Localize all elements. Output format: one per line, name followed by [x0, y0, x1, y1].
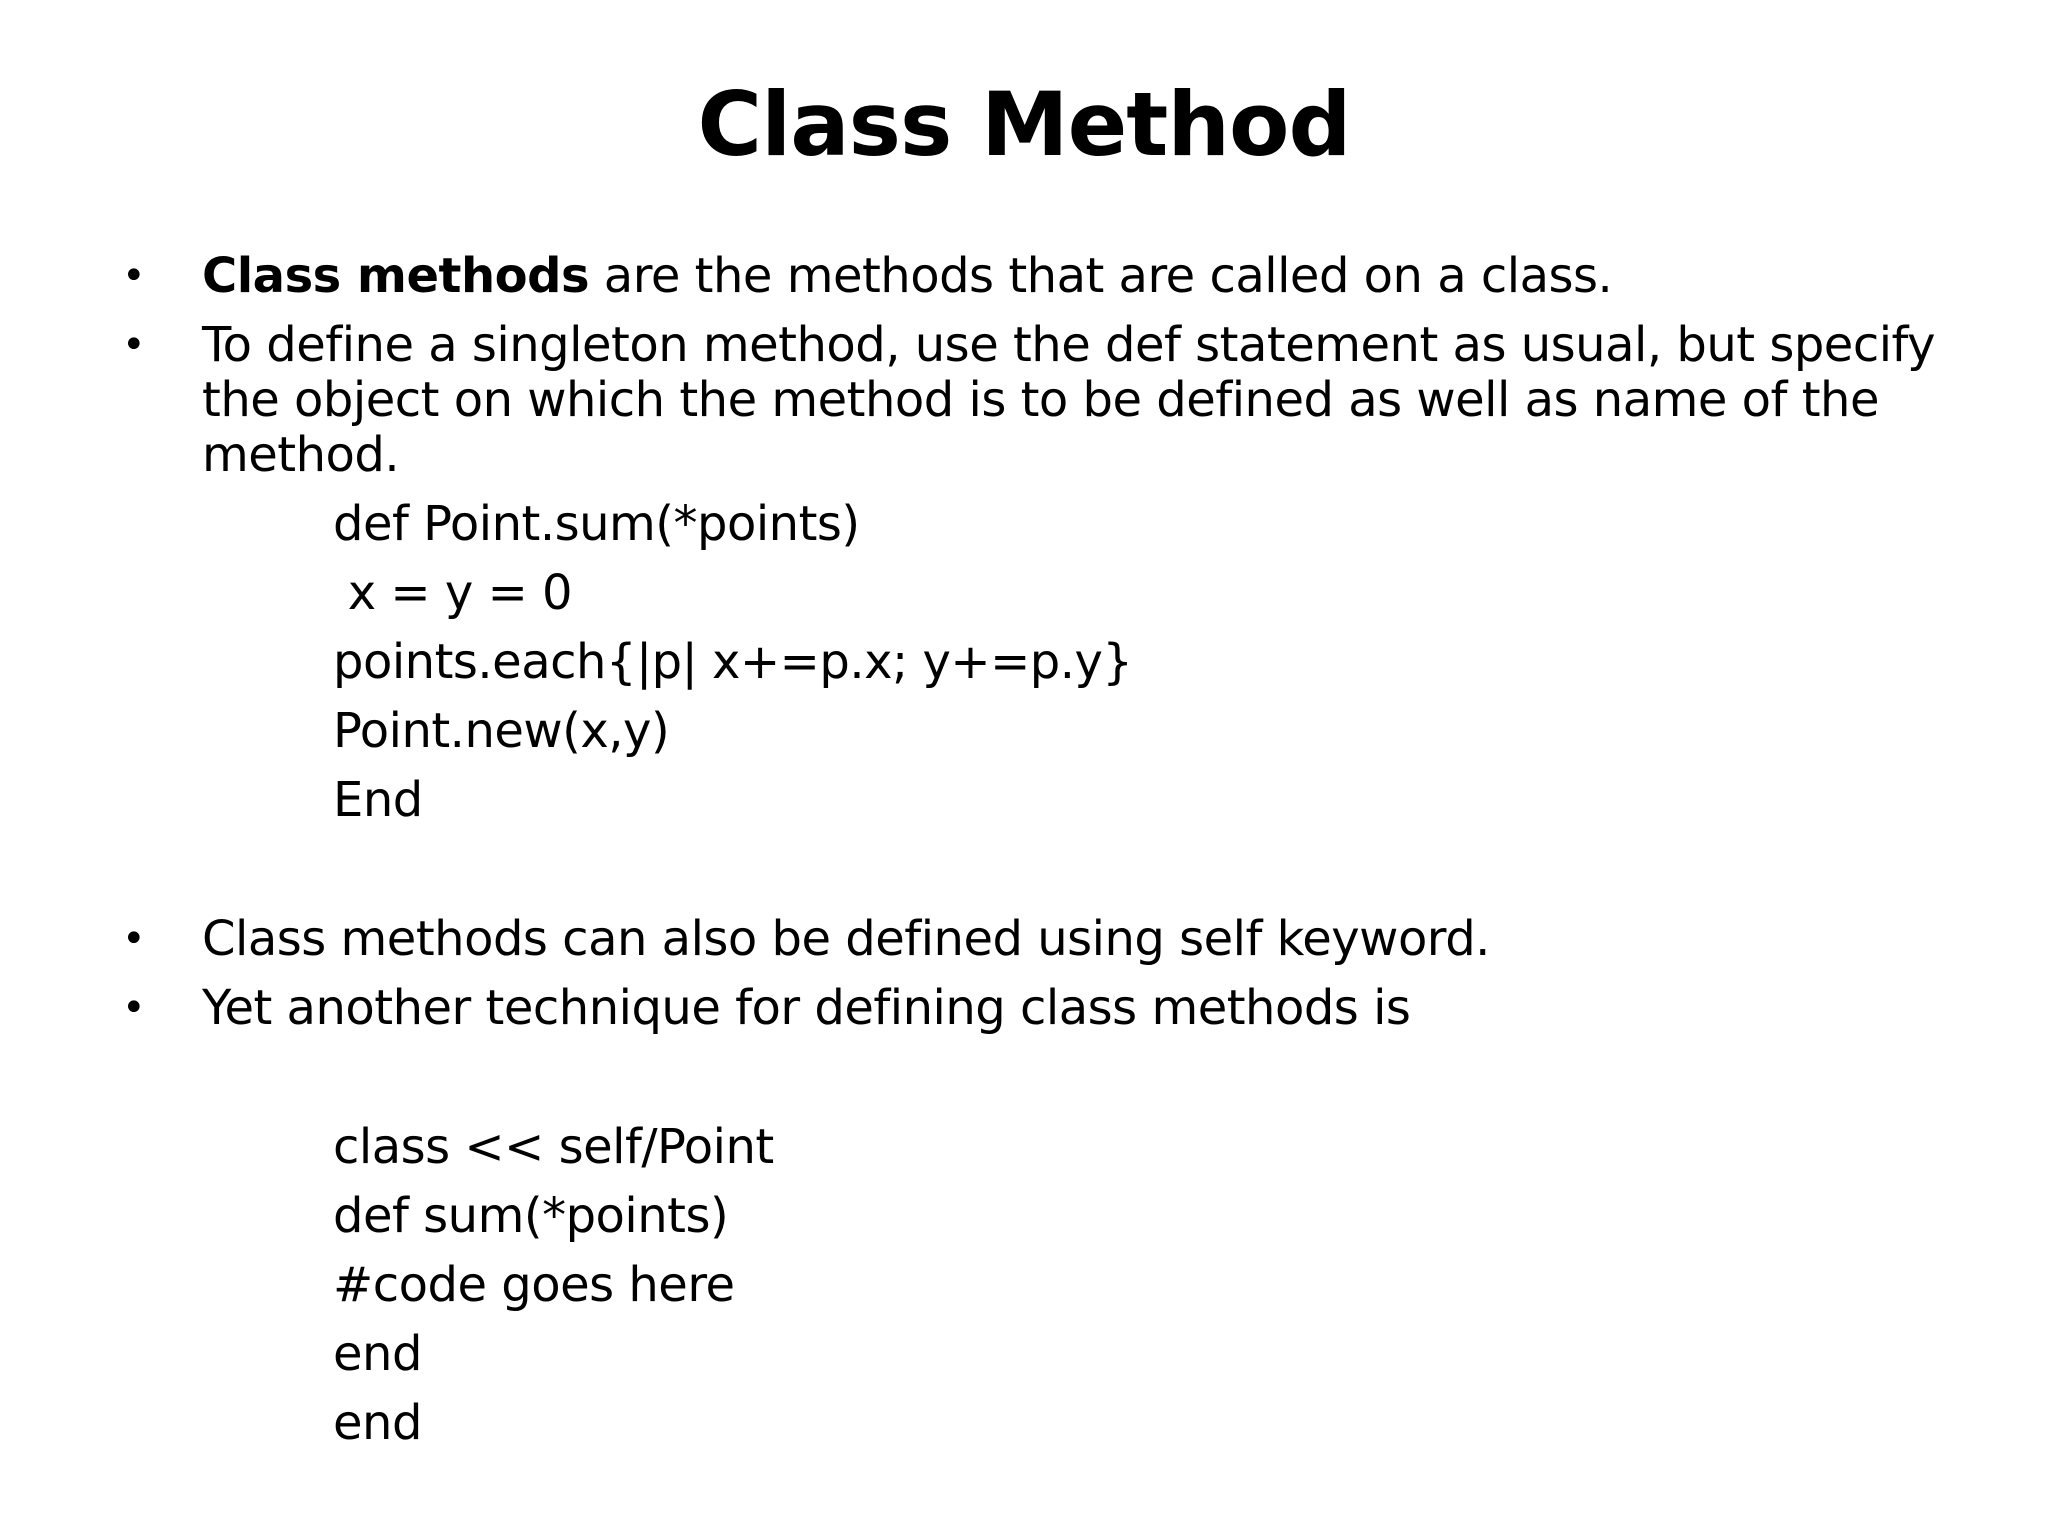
- code-line: Point.new(x,y): [333, 703, 670, 759]
- code-line: class << self/Point: [333, 1119, 774, 1175]
- code-line: points.each{|p| x+=p.x; y+=p.y}: [333, 634, 1133, 690]
- bullet-bold-term: Class methods: [202, 248, 590, 304]
- bullet-dot: •: [122, 985, 146, 1031]
- code-line: End: [333, 772, 423, 828]
- bullet-text: [202, 249, 1952, 304]
- slide-title: Class Method: [697, 73, 1351, 176]
- code-line: end: [333, 1326, 422, 1382]
- bullet-text: To define a singleton method, use the def statement as usual, but specify the object on which the method is to be defined as well as name of the method.: [202, 317, 1936, 483]
- bullet-dot: •: [122, 253, 146, 299]
- code-line: def Point.sum(*points): [333, 496, 860, 552]
- bullet-body: are the methods that are called on a class.: [589, 248, 1613, 304]
- bullet-text: Class methods can also be defined using self keyword.: [202, 911, 1490, 967]
- code-line: x = y = 0: [333, 565, 573, 621]
- bullet-dot: •: [122, 322, 146, 368]
- code-line: end: [333, 1395, 422, 1451]
- bullet-text: Yet another technique for defining class methods is: [202, 980, 1411, 1036]
- code-line: #code goes here: [333, 1257, 735, 1313]
- bullet-dot: •: [122, 916, 146, 962]
- code-line: def sum(*points): [333, 1188, 729, 1244]
